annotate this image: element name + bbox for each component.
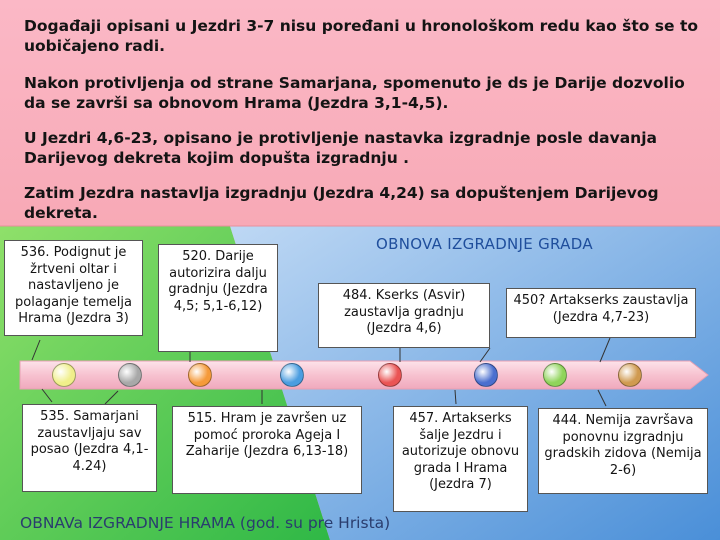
paragraph-chronology: Događaji opisani u Jezdri 3-7 nisu poređani u hronološkom redu kao što se to uobičajeno radi.	[24, 17, 699, 55]
timeline-dot	[618, 363, 642, 387]
event-box-450: 450? Artakserks zaustavlja (Jezdra 4,7-23)	[506, 288, 696, 338]
event-box-484: 484. Kserks (Asvir) zaustavlja gradnju (Jezdra 4,6)	[318, 283, 490, 348]
timeline-dot	[280, 363, 304, 387]
paragraph-continuation: Zatim Jezdra nastavlja izgradnju (Jezdra 4,24) sa dopuštenjem Darijevog dekreta.	[24, 184, 659, 222]
timeline-title: OBNOVA IZGRADNJE GRADA	[376, 235, 593, 253]
event-box-457: 457. Artakserks šalje Jezdru i autorizuje obnovu grada I Hrama (Jezdra 7)	[393, 406, 528, 512]
timeline-dot	[543, 363, 567, 387]
event-box-515: 515. Hram je završen uz pomoć proroka Ageja I Zaharije (Jezdra 6,13-18)	[172, 406, 362, 494]
paragraph-opposition: U Jezdri 4,6-23, opisano je protivljenje nastavka izgradnje posle davanja Darijevog dekreta kojim dopušta izgradnju .	[24, 129, 657, 167]
event-box-535: 535. Samarjani zaustavljaju sav posao (Jezdra 4,1-4.24)	[22, 404, 157, 492]
timeline-dot	[378, 363, 402, 387]
timeline-dot	[52, 363, 76, 387]
event-box-536: 536. Podignut je žrtveni oltar i nastavljeno je polaganje temelja Hrama (Jezdra 3)	[4, 240, 143, 336]
timeline-dot	[474, 363, 498, 387]
timeline-dot	[118, 363, 142, 387]
event-box-444: 444. Nemija završava ponovnu izgradnju gradskih zidova (Nemija 2-6)	[538, 408, 708, 494]
paragraph-samaritans: Nakon protivljenja od strane Samarjana, spomenuto je ds je Darije dozvolio da se završi sa obnovom Hrama (Jezdra 3,1-4,5).	[24, 74, 685, 112]
event-box-520: 520. Darije autorizira dalju gradnju (Jezdra 4,5; 5,1-6,12)	[158, 244, 278, 352]
bottom-title: OBNAVa IZGRADNJE HRAMA (god. su pre Hrista)	[20, 514, 391, 532]
timeline-dot	[188, 363, 212, 387]
